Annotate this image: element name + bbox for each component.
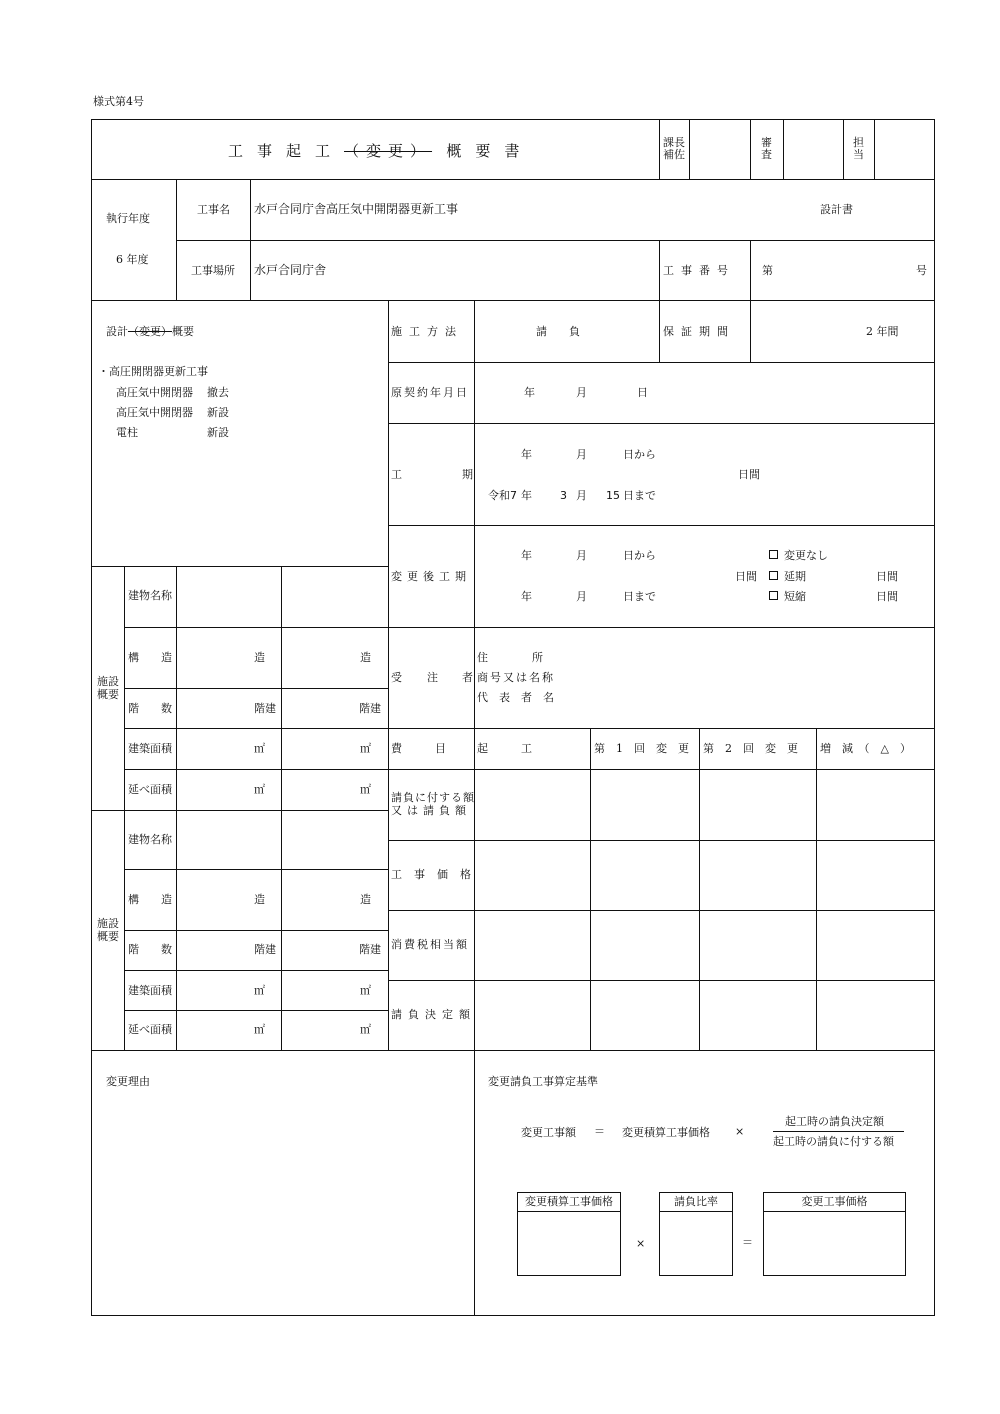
facility2-area-unit-b: ㎡ <box>360 984 371 997</box>
cost-row-decided: 請負決定額 <box>391 1008 476 1021</box>
approval-tanto: 担当 <box>853 136 864 161</box>
fiscal-year-label: 執行年度 <box>106 212 150 225</box>
page-title <box>228 140 533 161</box>
approval-kacho: 課長補佐 <box>663 136 685 161</box>
calc-box-times: × <box>636 1237 646 1250</box>
facility2-floors-unit-b: 階建 <box>359 943 381 956</box>
facility1-total-unit-b: ㎡ <box>360 783 371 796</box>
option-shorten-unit: 日間 <box>876 590 898 603</box>
facility2-building-area: 建築面積 <box>128 984 172 997</box>
original-contract-label: 原契約年月日 <box>391 386 469 399</box>
calc-numerator: 起工時の請負決定額 <box>785 1115 884 1128</box>
design-item-2-action: 新設 <box>207 406 229 419</box>
calc-box-equals: ＝ <box>742 1236 753 1249</box>
design-item-1-action: 撤去 <box>207 386 229 399</box>
changed-from-month: 月 <box>576 549 587 562</box>
facility2-total-area: 延べ面積 <box>128 1023 172 1036</box>
period-from-month: 月 <box>576 448 587 461</box>
contractor-rep-label: 代 表 者 名 <box>477 691 554 704</box>
facility1-floors-unit-b: 階建 <box>359 702 381 715</box>
calc-box-changed-estimate <box>517 1192 621 1276</box>
cost-row-tax: 消費税相当額 <box>391 938 469 951</box>
facility1-structure-unit-b: 造 <box>360 651 371 664</box>
checkbox-extend[interactable] <box>769 571 778 580</box>
original-contract-month: 月 <box>576 386 587 399</box>
period-label-b: 期 <box>462 468 473 481</box>
calc-box-changed-price <box>763 1192 906 1276</box>
change-calc-label: 変更請負工事算定基準 <box>488 1075 598 1088</box>
work-number-label: 工事番号 <box>663 264 735 277</box>
facility-section-label-1: 施設概要 <box>97 675 119 701</box>
title-end: 概要書 <box>446 142 534 160</box>
facility2-structure: 構 造 <box>128 893 172 906</box>
period-label-a: 工 <box>391 468 402 481</box>
title-strike: （変更） <box>344 142 433 160</box>
period-to-month-num: 3 <box>560 489 567 502</box>
design-item-3-action: 新設 <box>207 426 229 439</box>
calc-times: × <box>735 1125 745 1138</box>
work-number-prefix: 第 <box>762 264 773 277</box>
contractor-label-c: 者 <box>462 671 473 684</box>
work-number-suffix: 号 <box>916 264 927 277</box>
period-to-era: 令和7 <box>488 489 517 502</box>
facility1-structure: 構 造 <box>128 651 172 664</box>
construction-method-label: 施工方法 <box>391 325 463 338</box>
changed-days: 日間 <box>735 570 757 583</box>
cost-row-work-price: 工事価格 <box>391 868 483 881</box>
construction-method-value: 請 負 <box>536 325 580 338</box>
checkbox-no-change[interactable] <box>769 550 778 559</box>
facility1-building-area: 建築面積 <box>128 742 172 755</box>
facility1-total-area: 延べ面積 <box>128 783 172 796</box>
contractor-label-b: 注 <box>427 671 438 684</box>
design-item-3-name: 電柱 <box>116 426 138 439</box>
facility-section-label-2: 施設概要 <box>97 917 119 943</box>
warranty-label: 保証期間 <box>663 325 735 338</box>
facility2-structure-unit-b: 造 <box>360 893 371 906</box>
contractor-label-a: 受 <box>391 671 402 684</box>
checkbox-shorten[interactable] <box>769 591 778 600</box>
facility1-structure-unit-a: 造 <box>254 651 265 664</box>
cost-header-item: 費 目 <box>391 742 446 755</box>
facility2-area-unit-a: ㎡ <box>254 984 265 997</box>
change-reason-label: 変更理由 <box>106 1075 150 1088</box>
facility1-floors: 階 数 <box>128 702 172 715</box>
period-from-day: 日から <box>623 448 656 461</box>
period-to-day-num: 15 <box>606 489 620 502</box>
approval-shinsa: 審査 <box>761 136 772 161</box>
contractor-address-label: 住 所 <box>477 651 543 664</box>
facility1-total-unit-a: ㎡ <box>254 783 265 796</box>
facility1-area-unit-b: ㎡ <box>360 742 371 755</box>
fiscal-year-value: 6 年度 <box>116 253 149 266</box>
work-name-label: 工事名 <box>197 203 230 216</box>
facility2-total-unit-a: ㎡ <box>254 1023 265 1036</box>
option-shorten[interactable]: 短縮 <box>769 590 806 604</box>
period-from-year: 年 <box>521 448 532 461</box>
cost-header-change2: 第 2 回 変 更 <box>703 742 798 755</box>
period-days: 日間 <box>738 468 760 481</box>
changed-to-day: 日まで <box>623 590 656 603</box>
facility2-structure-unit-a: 造 <box>254 893 265 906</box>
facility1-building-name: 建物名称 <box>128 589 172 602</box>
contractor-company-label: 商号又は名称 <box>477 671 555 684</box>
original-contract-day: 日 <box>637 386 648 399</box>
calc-box-ratio <box>659 1192 733 1276</box>
option-extend[interactable]: 延期 <box>769 570 806 584</box>
changed-from-year: 年 <box>521 549 532 562</box>
facility1-area-unit-a: ㎡ <box>254 742 265 755</box>
facility1-floors-unit-a: 階建 <box>254 702 276 715</box>
cost-row-contract-a: 請負に付する額 <box>391 791 475 804</box>
calc-box-changed-estimate-title: 変更積算工事価格 <box>518 1193 620 1212</box>
changed-period-label: 変更後工期 <box>391 570 471 583</box>
original-contract-year: 年 <box>524 386 535 399</box>
design-item-2-name: 高圧気中開閉器 <box>116 406 193 419</box>
option-no-change[interactable]: 変更なし <box>769 549 828 563</box>
title-main: 工事起工 <box>228 142 345 160</box>
facility2-floors: 階 数 <box>128 943 172 956</box>
calc-term: 変更積算工事価格 <box>622 1126 710 1139</box>
cost-header-initial: 起 工 <box>477 742 532 755</box>
facility2-building-name: 建物名称 <box>128 833 172 846</box>
calc-denominator: 起工時の請負に付する額 <box>773 1135 894 1148</box>
form-number: 様式第4号 <box>93 95 144 108</box>
design-item-1-name: 高圧気中開閉器 <box>116 386 193 399</box>
cost-header-diff: 増 減 （ △ ） <box>820 742 911 755</box>
design-item-0: ・高圧開閉器更新工事 <box>98 365 208 378</box>
facility2-total-unit-b: ㎡ <box>360 1023 371 1036</box>
cost-header-change1: 第 1 回 変 更 <box>594 742 689 755</box>
work-name-value: 水戸合同庁舎高圧気中開閉器更新工事 <box>254 202 459 216</box>
calc-box-changed-price-title: 変更工事価格 <box>764 1193 905 1212</box>
changed-to-month: 月 <box>576 590 587 603</box>
warranty-value: 2 年間 <box>866 325 899 338</box>
period-to-day: 日まで <box>623 489 656 502</box>
calc-lhs: 変更工事額 <box>521 1126 576 1139</box>
period-to-year: 年 <box>521 489 532 502</box>
design-summary-label: 設計（変更）概要 <box>106 325 194 338</box>
work-place-value: 水戸合同庁舎 <box>254 263 327 277</box>
changed-to-year: 年 <box>521 590 532 603</box>
period-to-month: 月 <box>576 489 587 502</box>
cost-row-contract-b: 又は請負額 <box>391 804 471 817</box>
option-extend-unit: 日間 <box>876 570 898 583</box>
calc-equals: ＝ <box>594 1125 605 1138</box>
changed-from-day: 日から <box>623 549 656 562</box>
facility2-floors-unit-a: 階建 <box>254 943 276 956</box>
calc-box-ratio-title: 請負比率 <box>660 1193 732 1212</box>
work-place-label: 工事場所 <box>191 264 235 277</box>
design-doc-note: 設計書 <box>820 203 853 216</box>
